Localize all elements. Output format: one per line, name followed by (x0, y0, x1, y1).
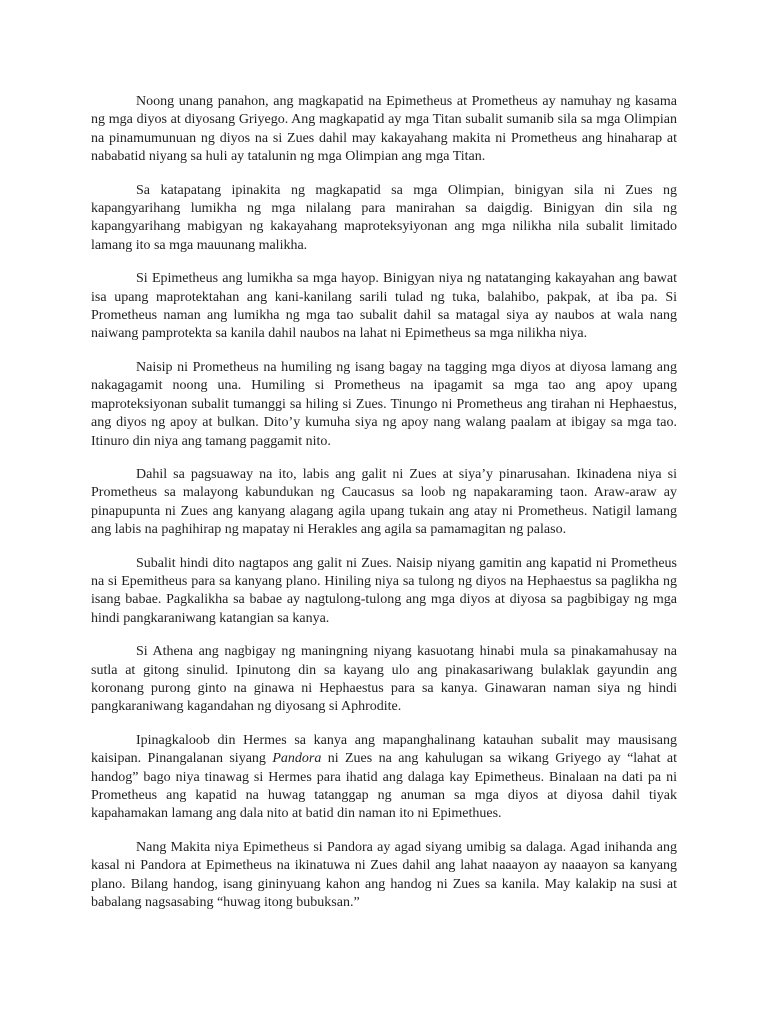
paragraph: Si Epimetheus ang lumikha sa mga hayop. Binigyan niya ng natatanging kakayahan ang bawat isa upang maprotektahan ang kani-kanilang sarili tulad ng tuka, balahibo, pakpak, at iba pa. Si Prometheus naman ang lumikha ng mga tao subalit dahil sa matagal siya ay naubos at wala nang naiwang pamprotekta sa kanila dahil naubos na lahat ni Epimetheus sa mga nilikha niya. (91, 271, 677, 342)
paragraph-text: Ipinagkaloob din Hermes sa kanya ang mapanghalinang katauhan subalit may mausisang kaisipan. Pinangalanan siyang (91, 732, 677, 767)
paragraph: Nang Makita niya Epimetheus si Pandora ay agad siyang umibig sa dalaga. Agad inihanda ang kasal ni Pandora at Epimetheus na ikinatuwa ni Zues dahil ang lahat naaayon ay naaayon sa kanyang plano. Bilang handog, isang gininyuang kahon ang handog ni Zues sa kanila. May kalakip na susi at babalang nagsasabing “huwag itong bubuksan.” (91, 839, 677, 911)
document-body (91, 93, 677, 927)
paragraph-text: ni Zues na ang kahulugan sa wikang Griyego ay “lahat at handog” bago niya tinawag si Hermes para ihatid ang dalaga kay Epimetheus. Binalaan na dati pa ni Prometheus ang kapatid na huwag tatanggap ng anuman sa mga diyos at diyosa dahil tiyak kapahamakan lamang ang dala nito at batid din naman ito ni Epimethues. (91, 751, 677, 822)
paragraph: Sa katapatang ipinakita ng magkapatid sa mga Olimpian, binigyan sila ni Zues ng kapangyarihang lumikha ng mga nilalang para manirahan sa daigdig. Binigyan din sila ng kapangyarihang mabigyan ng kakayahang maproteksyiyonan ang mga nilikha nila subalit limitado lamang ito sa mga mauunang malikha. (91, 182, 677, 253)
paragraph: Si Athena ang nagbigay ng maningning niyang kasuotang hinabi mula sa pinakamahusay na sutla at gitong sinulid. Ipinutong din sa kayang ulo ang pinakasariwang bulaklak gayundin ang koronang purong ginto na ginawa ni Hephaestus para sa kanya. Ginawaran naman siya ng hindi pangkaraniwang kagandahan ng diyosang si Aphrodite. (91, 644, 677, 715)
paragraph: Noong unang panahon, ang magkapatid na Epimetheus at Prometheus ay namuhay ng kasama ng mga diyos at diyosang Griyego. Ang magkapatid ay mga Titan subalit sumanib sila sa mga Olimpian na pinamumunuan ng diyos na si Zues dahil may kakayahang makita ni Prometheus ang hinaharap at nababatid niyang sa huli ay tatalunin ng mga Olimpian ang mga Titan. (91, 94, 677, 165)
pandora-name: Pandora (272, 751, 322, 767)
paragraph (91, 732, 677, 824)
paragraph: Subalit hindi dito nagtapos ang galit ni Zues. Naisip niyang gamitin ang kapatid ni Prometheus na si Epemitheus para sa kanyang plano. Hiniling niya sa tulong ng diyos na Hephaestus sa paglikha ng isang babae. Pagkalikha sa babae ay nagtulong-tulong ang mga diyos at diyosa sa pagbibigay ng mga hindi pangkaraniwang katangian sa kanya. (91, 555, 677, 626)
paragraph: Naisip ni Prometheus na humiling ng isang bagay na tagging mga diyos at diyosa lamang ang nakagagamit noong una. Humiling si Prometheus na ipagamit sa mga tao ang apoy upang maproteksiyonan subalit tumanggi sa hiling si Zues. Tinungo ni Prometheus ang tirahan ni Hephaestus, ang diyos ng apoy at bulkan. Dito’y kumuha siya ng apoy nang walang paalam at ibigay sa mga tao. Itinuro din niya ang tamang paggamit nito. (91, 359, 677, 449)
paragraph: Dahil sa pagsuaway na ito, labis ang galit ni Zues at siya’y pinarusahan. Ikinadena niya si Prometheus sa malayong kabundukan ng Caucasus sa loob ng napakaraming taon. Araw-araw ay pinapupunta ni Zues ang kanyang alagang agila upang tukain ang atay ni Prometheus. Natigil lamang ang labis na paghihirap ng mapatay ni Herakles ang agila sa pamamagitan ng palaso. (91, 466, 677, 538)
